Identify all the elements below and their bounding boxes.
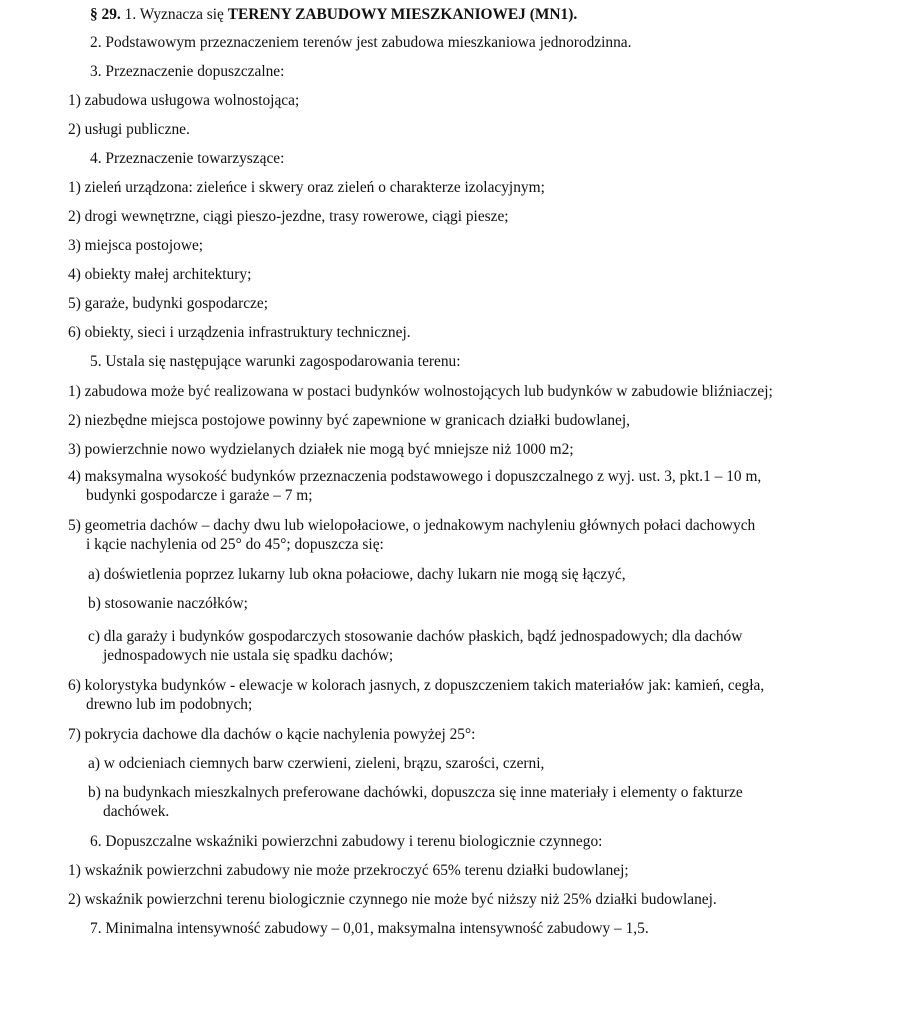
list-item-continuation: budynki gospodarcze i garaże – 7 m;	[86, 487, 313, 504]
paragraph-2: 2. Podstawowym przeznaczeniem terenów jest zabudowa mieszkaniowa jednorodzinna.	[90, 34, 632, 51]
sub-item-continuation: dachówek.	[103, 803, 170, 820]
paragraph-7: 7. Minimalna intensywność zabudowy – 0,01, maksymalna intensywność zabudowy – 1,5.	[90, 920, 649, 937]
sub-item: a) w odcieniach ciemnych barw czerwieni, zieleni, brązu, szarości, czerni,	[88, 755, 545, 772]
list-item-continuation: i kącie nachylenia od 25° do 45°; dopuszcza się:	[86, 536, 384, 553]
list-item: 4) maksymalna wysokość budynków przeznaczenia podstawowego i dopuszczalnego z wyj. ust. 3, pkt.1 – 10 m,	[68, 468, 762, 485]
sub-item: b) na budynkach mieszkalnych preferowane dachówki, dopuszcza się inne materiały i elementy o fakturze	[88, 784, 743, 801]
section-heading	[90, 6, 577, 24]
list-item: 2) usługi publiczne.	[68, 121, 190, 138]
list-item: 3) powierzchnie nowo wydzielanych działek nie mogą być mniejsze niż 1000 m2;	[68, 441, 574, 458]
list-item: 1) wskaźnik powierzchni zabudowy nie może przekroczyć 65% terenu działki budowlanej;	[68, 862, 629, 879]
paragraph-4-heading: 4. Przeznaczenie towarzyszące:	[90, 150, 285, 167]
list-item: 1) zabudowa usługowa wolnostojąca;	[68, 92, 300, 109]
paragraph-3-heading: 3. Przeznaczenie dopuszczalne:	[90, 63, 285, 80]
section-intro: 1. Wyznacza się	[124, 6, 224, 23]
list-item: 1) zieleń urządzona: zieleńce i skwery oraz zieleń o charakterze izolacyjnym;	[68, 179, 545, 196]
list-item: 2) wskaźnik powierzchni terenu biologicznie czynnego nie może być niższy niż 25% działki budowlanej.	[68, 891, 717, 908]
list-item: 1) zabudowa może być realizowana w postaci budynków wolnostojących lub budynków w zabudowie bliźniaczej;	[68, 383, 773, 400]
list-item: 2) niezbędne miejsca postojowe powinny być zapewnione w granicach działki budowlanej,	[68, 412, 630, 429]
list-item: 6) obiekty, sieci i urządzenia infrastruktury technicznej.	[68, 324, 411, 341]
sub-item: c) dla garaży i budynków gospodarczych stosowanie dachów płaskich, bądź jednospadowych; dla dachów	[88, 628, 743, 645]
paragraph-5-heading: 5. Ustala się następujące warunki zagospodarowania terenu:	[90, 353, 461, 370]
section-sign: § 29.	[90, 6, 121, 23]
paragraph-6-heading: 6. Dopuszczalne wskaźniki powierzchni zabudowy i terenu biologicznie czynnego:	[90, 833, 603, 850]
list-item: 4) obiekty małej architektury;	[68, 266, 252, 283]
list-item: 5) geometria dachów – dachy dwu lub wielopołaciowe, o jednakowym nachyleniu głównych połaci dachowych	[68, 517, 756, 534]
list-item: 3) miejsca postojowe;	[68, 237, 204, 254]
section-title: TERENY ZABUDOWY MIESZKANIOWEJ (MN1).	[227, 6, 578, 23]
sub-item: a) doświetlenia poprzez lukarny lub okna połaciowe, dachy lukarn nie mogą się łączyć,	[88, 566, 626, 583]
list-item: 2) drogi wewnętrzne, ciągi pieszo-jezdne, trasy rowerowe, ciągi piesze;	[68, 208, 509, 225]
list-item: 5) garaże, budynki gospodarcze;	[68, 295, 268, 312]
sub-item-continuation: jednospadowych nie ustala się spadku dachów;	[103, 647, 394, 664]
sub-item: b) stosowanie naczółków;	[88, 595, 248, 612]
list-item: 7) pokrycia dachowe dla dachów o kącie nachylenia powyżej 25°:	[68, 726, 476, 743]
list-item: 6) kolorystyka budynków - elewacje w kolorach jasnych, z dopuszczeniem takich materiałów jak: kamień, cegła,	[68, 677, 765, 694]
list-item-continuation: drewno lub im podobnych;	[86, 696, 253, 713]
